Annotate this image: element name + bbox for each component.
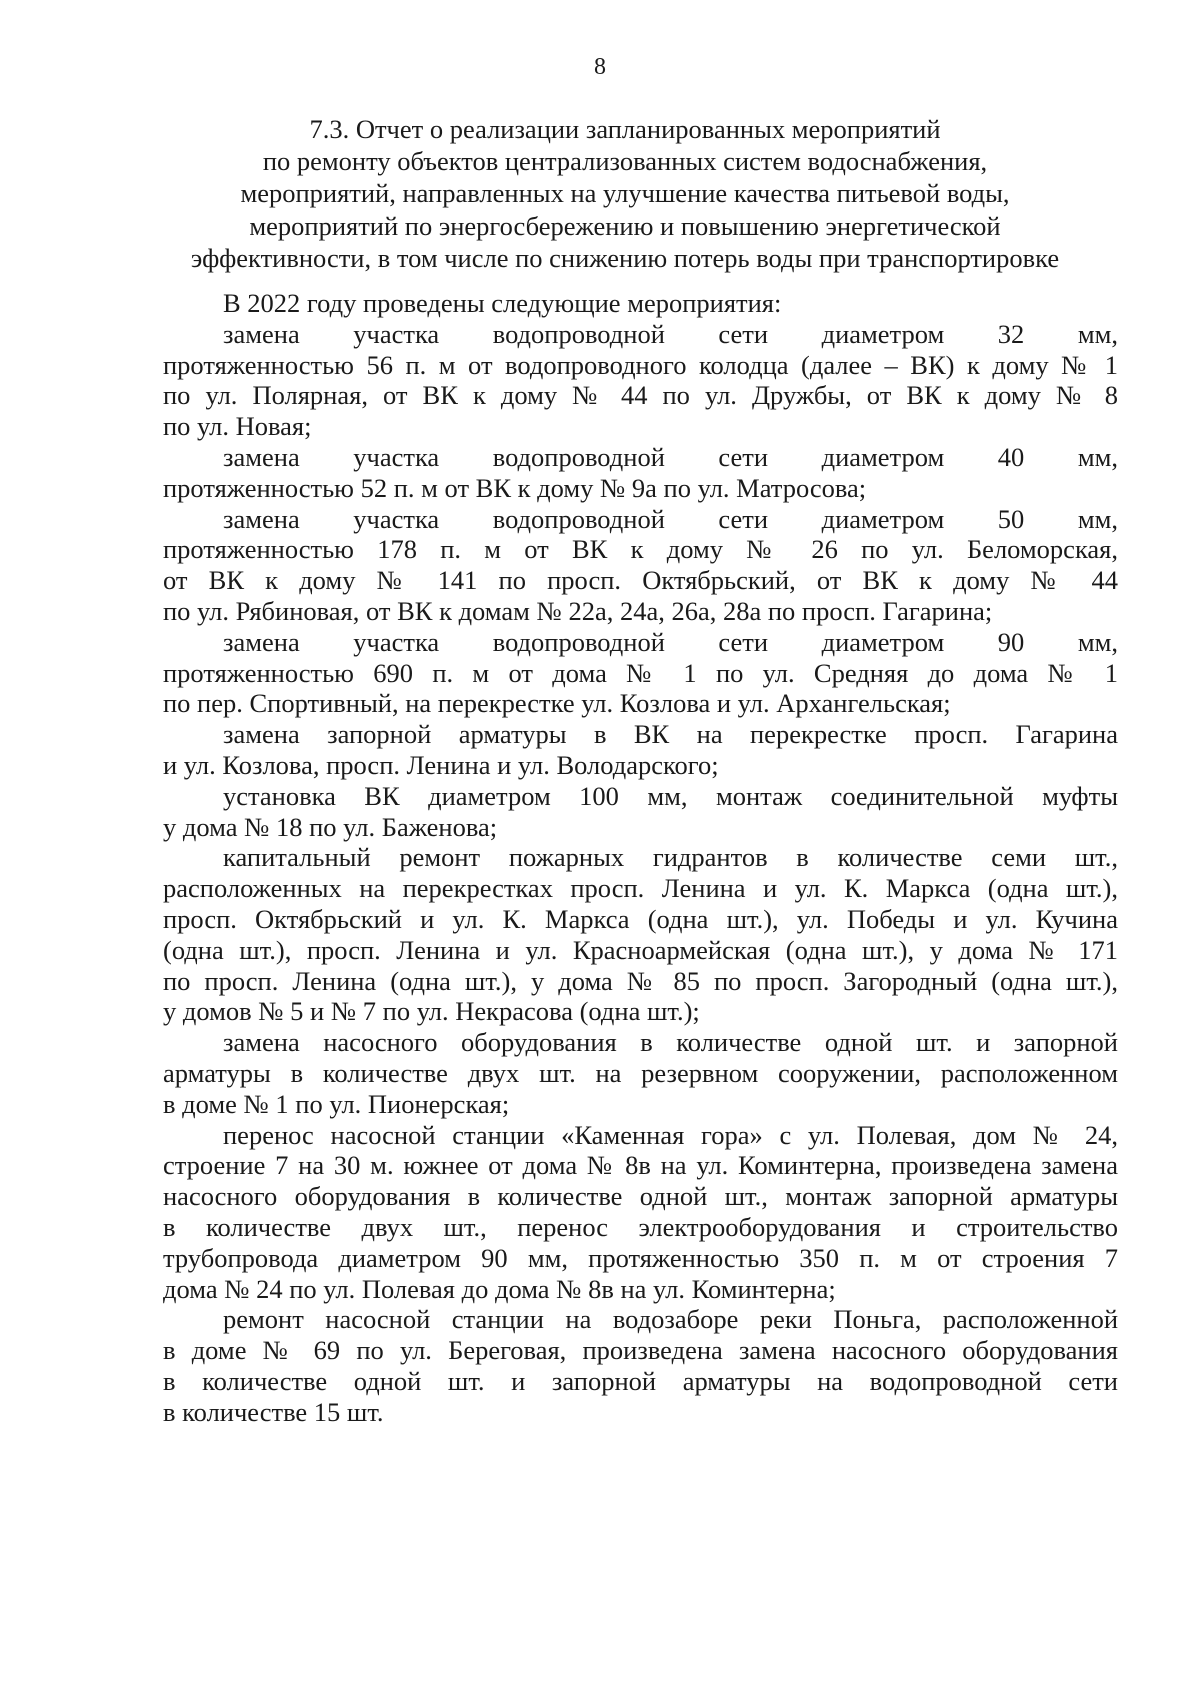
text-line: и ул. Козлова, просп. Ленина и ул. Володарского;	[163, 749, 719, 780]
text-line: расположенных на перекрестках просп. Ленина и ул. К. Маркса (одна шт.),	[163, 873, 1118, 904]
paragraph-item	[163, 627, 1118, 719]
text-line: замена запорной арматуры в ВК на перекрестке просп. Гагарина	[223, 719, 1118, 750]
text-line: по просп. Ленина (одна шт.), у дома № 85 по просп. Загородный (одна шт.),	[163, 965, 1118, 996]
text-line: у домов № 5 и № 7 по ул. Некрасова (одна шт.);	[163, 996, 700, 1027]
section-heading	[150, 113, 1100, 274]
text-line: по ул. Новая;	[163, 411, 312, 442]
text-line: замена участка водопроводной сети диаметром 32 мм,	[223, 318, 1118, 349]
paragraph-intro	[163, 288, 1118, 319]
text-line: в количестве двух шт., перенос электрооборудования и строительство	[163, 1211, 1118, 1242]
text-line: у дома № 18 по ул. Баженова;	[163, 811, 498, 842]
text-line: по ул. Полярная, от ВК к дому № 44 по ул. Дружбы, от ВК к дому № 8	[163, 380, 1118, 411]
text-line: В 2022 году проведены следующие мероприятия:	[223, 288, 782, 318]
paragraph-item	[163, 842, 1118, 1027]
paragraph-item	[163, 1120, 1118, 1305]
heading-line: эффективности, в том числе по снижению потерь воды при транспортировке	[190, 242, 1060, 273]
paragraph-item	[163, 1027, 1118, 1119]
text-line: замена участка водопроводной сети диаметром 90 мм,	[223, 626, 1118, 657]
text-line: в количестве одной шт. и запорной арматуры на водопроводной сети	[163, 1365, 1118, 1396]
text-line: арматуры в количестве двух шт. на резервном сооружении, расположенном	[163, 1057, 1118, 1088]
text-line: протяженностью 56 п. м от водопроводного колодца (далее – ВК) к дому № 1	[163, 349, 1118, 380]
text-line: замена участка водопроводной сети диаметром 40 мм,	[223, 441, 1118, 472]
text-line: установка ВК диаметром 100 мм, монтаж соединительной муфты	[223, 780, 1118, 811]
page-number: 8	[594, 54, 606, 80]
text-line: замена участка водопроводной сети диаметром 50 мм,	[223, 503, 1118, 534]
text-line: дома № 24 по ул. Полевая до дома № 8в на ул. Коминтерна;	[163, 1273, 836, 1304]
paragraph-item	[163, 719, 1118, 781]
paragraph-item	[163, 1304, 1118, 1427]
text-line: перенос насосной станции «Каменная гора» с ул. Полевая, дом № 24,	[223, 1119, 1118, 1150]
heading-line: 7.3. Отчет о реализации запланированных мероприятий	[309, 114, 941, 144]
text-line: строение 7 на 30 м. южнее от дома № 8в на ул. Коминтерна, произведена замена	[163, 1150, 1118, 1181]
text-line: (одна шт.), просп. Ленина и ул. Красноармейская (одна шт.), у дома № 171	[163, 934, 1118, 965]
text-line: протяженностью 178 п. м от ВК к дому № 26 по ул. Беломорская,	[163, 534, 1118, 565]
text-line: от ВК к дому № 141 по просп. Октябрьский, от ВК к дому № 44	[163, 565, 1118, 596]
paragraph-item	[163, 504, 1118, 627]
heading-line: мероприятий по энергосбережению и повышению энергетической	[249, 210, 1001, 241]
text-line: в доме № 69 по ул. Береговая, произведена замена насосного оборудования	[163, 1335, 1118, 1366]
text-line: просп. Октябрьский и ул. К. Маркса (одна шт.), ул. Победы и ул. Кучина	[163, 903, 1118, 934]
text-line: трубопровода диаметром 90 мм, протяженностью 350 п. м от строения 7	[163, 1242, 1118, 1273]
text-line: замена насосного оборудования в количестве одной шт. и запорной	[223, 1027, 1118, 1058]
paragraph-item	[163, 442, 1118, 504]
text-line: в количестве 15 шт.	[163, 1396, 384, 1427]
text-line: по пер. Спортивный, на перекрестке ул. Козлова и ул. Архангельская;	[163, 688, 951, 719]
heading-line: по ремонту объектов централизованных систем водоснабжения,	[262, 146, 988, 177]
paragraph-item	[163, 319, 1118, 442]
text-line: насосного оборудования в количестве одной шт., монтаж запорной арматуры	[163, 1181, 1118, 1212]
text-line: по ул. Рябиновая, от ВК к домам № 22а, 24а, 26а, 28а по просп. Гагарина;	[163, 595, 993, 626]
text-line: в доме № 1 по ул. Пионерская;	[163, 1088, 510, 1119]
heading-line: мероприятий, направленных на улучшение качества питьевой воды,	[240, 178, 1010, 209]
paragraph-item	[163, 781, 1118, 843]
text-line: капитальный ремонт пожарных гидрантов в количестве семи шт.,	[223, 842, 1118, 873]
text-line: протяженностью 690 п. м от дома № 1 по ул. Средняя до дома № 1	[163, 657, 1118, 688]
text-line: ремонт насосной станции на водозаборе реки Поньга, расположенной	[223, 1304, 1118, 1335]
body-text	[163, 288, 1118, 1427]
text-line: протяженностью 52 п. м от ВК к дому № 9а по ул. Матросова;	[163, 472, 867, 503]
